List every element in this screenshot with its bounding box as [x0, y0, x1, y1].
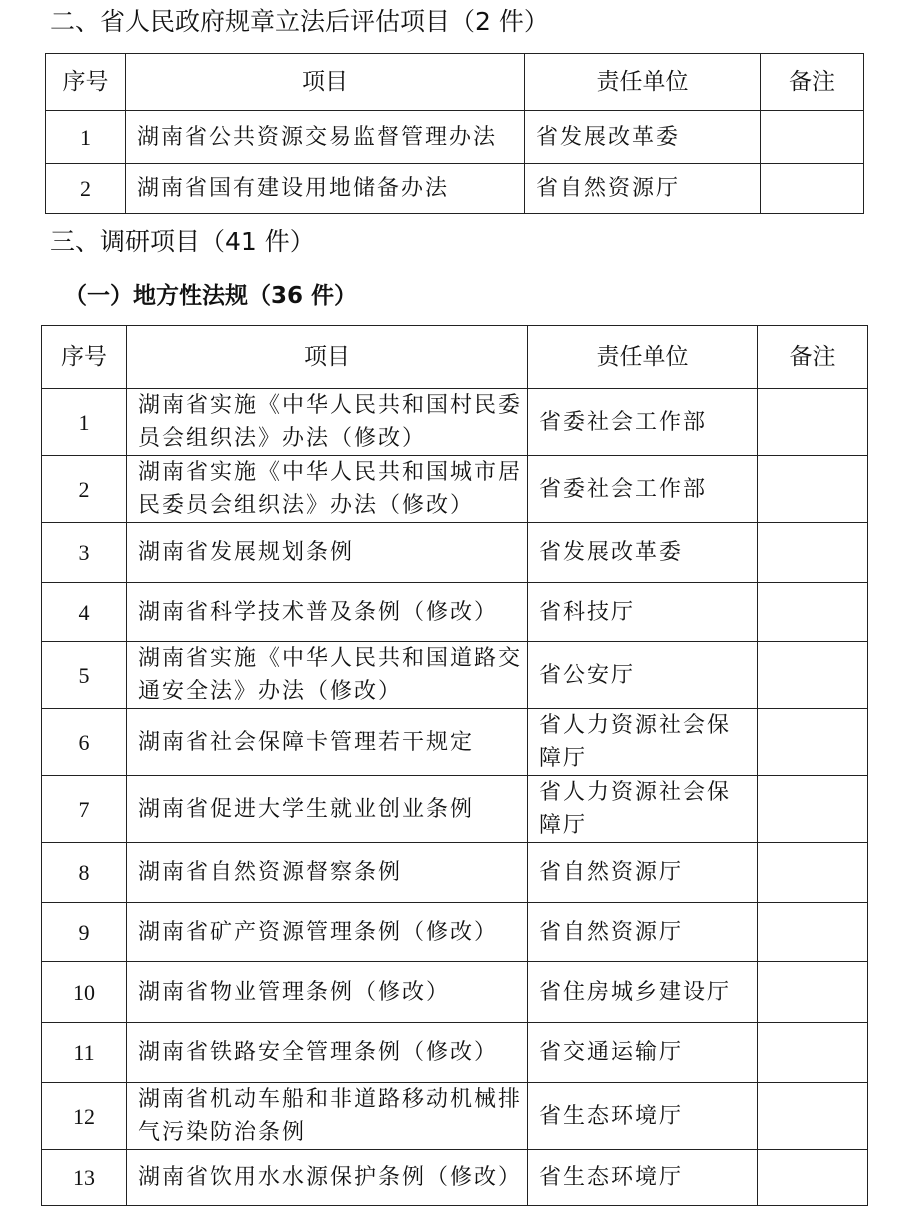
row-note	[758, 1023, 868, 1083]
row-item: 湖南省发展规划条例	[127, 523, 528, 583]
table-row	[46, 111, 864, 164]
table-row	[42, 456, 868, 523]
row-unit: 省委社会工作部	[528, 389, 758, 456]
header-unit: 责任单位	[525, 54, 761, 111]
row-item: 湖南省实施《中华人民共和国村民委员会组织法》办法（修改）	[127, 389, 528, 456]
row-unit: 省委社会工作部	[528, 456, 758, 523]
table-row	[42, 583, 868, 642]
header-num: 序号	[42, 326, 127, 389]
table-row	[42, 843, 868, 903]
section-3-heading: 三、调研项目（41 件）	[50, 227, 315, 256]
row-note	[758, 903, 868, 962]
table-row	[42, 642, 868, 709]
row-num: 3	[42, 523, 127, 583]
row-note	[758, 709, 868, 776]
row-item: 湖南省促进大学生就业创业条例	[127, 776, 528, 843]
table-row	[42, 1083, 868, 1150]
row-num: 10	[42, 962, 127, 1023]
table-row	[42, 776, 868, 843]
header-item: 项目	[127, 326, 528, 389]
row-num: 12	[42, 1083, 127, 1150]
row-note	[758, 456, 868, 523]
row-num: 2	[46, 164, 126, 214]
row-num: 2	[42, 456, 127, 523]
row-note	[758, 1150, 868, 1206]
section-2-heading: 二、省人民政府规章立法后评估项目（2 件）	[50, 7, 549, 36]
row-item: 湖南省矿产资源管理条例（修改）	[127, 903, 528, 962]
row-unit: 省发展改革委	[528, 523, 758, 583]
row-item: 湖南省科学技术普及条例（修改）	[127, 583, 528, 642]
row-note	[758, 583, 868, 642]
row-item: 湖南省实施《中华人民共和国道路交通安全法》办法（修改）	[127, 642, 528, 709]
row-note	[758, 962, 868, 1023]
row-item: 湖南省公共资源交易监督管理办法	[126, 111, 525, 164]
row-unit: 省生态环境厅	[528, 1150, 758, 1206]
row-unit: 省发展改革委	[525, 111, 761, 164]
row-note	[758, 642, 868, 709]
table-header-row	[46, 54, 864, 111]
header-item: 项目	[126, 54, 525, 111]
row-note	[758, 523, 868, 583]
row-num: 13	[42, 1150, 127, 1206]
table-row	[42, 1150, 868, 1206]
row-item: 湖南省铁路安全管理条例（修改）	[127, 1023, 528, 1083]
row-item: 湖南省实施《中华人民共和国城市居民委员会组织法》办法（修改）	[127, 456, 528, 523]
subsection-local-regulations-heading: （一）地方性法规（36 件）	[64, 283, 358, 309]
row-item: 湖南省国有建设用地储备办法	[126, 164, 525, 214]
row-unit: 省生态环境厅	[528, 1083, 758, 1150]
row-item: 湖南省机动车船和非道路移动机械排气污染防治条例	[127, 1083, 528, 1150]
row-note	[761, 111, 864, 164]
row-num: 8	[42, 843, 127, 903]
row-num: 4	[42, 583, 127, 642]
header-unit: 责任单位	[528, 326, 758, 389]
row-unit: 省住房城乡建设厅	[528, 962, 758, 1023]
header-num: 序号	[46, 54, 126, 111]
table-row	[42, 962, 868, 1023]
table-row	[42, 903, 868, 962]
row-note	[758, 776, 868, 843]
row-num: 9	[42, 903, 127, 962]
row-num: 1	[42, 389, 127, 456]
row-note	[758, 843, 868, 903]
row-num: 7	[42, 776, 127, 843]
table-row	[42, 709, 868, 776]
table-row	[46, 164, 864, 214]
row-num: 6	[42, 709, 127, 776]
row-unit: 省自然资源厅	[528, 903, 758, 962]
row-note	[758, 1083, 868, 1150]
row-item: 湖南省物业管理条例（修改）	[127, 962, 528, 1023]
row-note	[761, 164, 864, 214]
table-row	[42, 389, 868, 456]
table-header-row	[42, 326, 868, 389]
row-unit: 省自然资源厅	[525, 164, 761, 214]
row-unit: 省交通运输厅	[528, 1023, 758, 1083]
table-row	[42, 523, 868, 583]
row-num: 1	[46, 111, 126, 164]
header-note: 备注	[758, 326, 868, 389]
row-item: 湖南省社会保障卡管理若干规定	[127, 709, 528, 776]
row-note	[758, 389, 868, 456]
row-num: 5	[42, 642, 127, 709]
row-num: 11	[42, 1023, 127, 1083]
regulation-evaluation-table	[45, 53, 864, 214]
row-unit: 省科技厅	[528, 583, 758, 642]
row-unit: 省人力资源社会保障厅	[528, 776, 758, 843]
row-unit: 省自然资源厅	[528, 843, 758, 903]
header-note: 备注	[761, 54, 864, 111]
row-item: 湖南省饮用水水源保护条例（修改）	[127, 1150, 528, 1206]
row-item: 湖南省自然资源督察条例	[127, 843, 528, 903]
local-regulations-table	[41, 325, 868, 1206]
row-unit: 省人力资源社会保障厅	[528, 709, 758, 776]
table-row	[42, 1023, 868, 1083]
row-unit: 省公安厅	[528, 642, 758, 709]
